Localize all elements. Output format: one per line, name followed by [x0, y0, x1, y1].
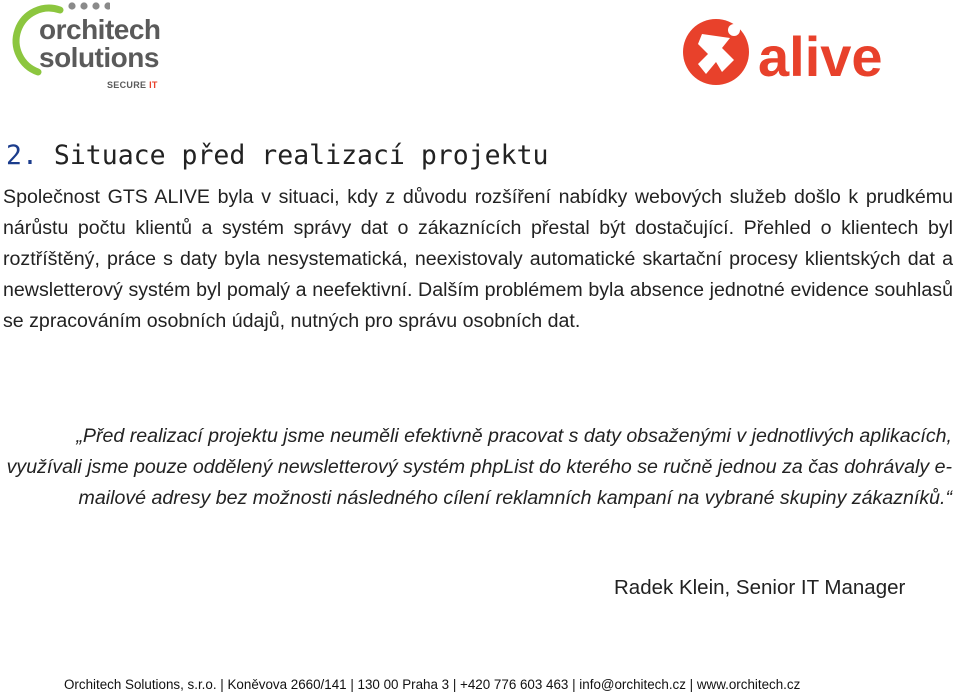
- logo-text-solutions: solutions: [39, 42, 159, 73]
- section-number: 2.: [6, 140, 38, 171]
- logo-text-orchitech: orchitech: [39, 14, 161, 45]
- situation-paragraph: Společnost GTS ALIVE byla v situaci, kdy z důvodu rozšíření nabídky webových služeb došlo k prudkému nárůstu počtu klientů a systém správy dat o zákaznících přestal být dostačující. Přehled o klientech byl roztříštěný, práce s daty byla nesystematická, neexistovaly automatické skartační procesy klientských dat a newsletterový systém byl pomalý a neefektivní. Dalším problémem byla absence jednotné evidence souhlasů se zpracováním osobních údajů, nutných pro správu osobních dat.: [3, 186, 953, 332]
- quote-attribution: Radek Klein, Senior IT Manager: [614, 576, 906, 599]
- section-heading: [6, 140, 548, 171]
- customer-quote: „Před realizací projektu jsme neuměli efektivně pracovat s daty obsaženými v jednotlivých aplikacích, využívali jsme pouze oddělený newsletterový systém phpList do kterého se ručně jednou za čas dohrávaly e-mailové adresy bez možnosti následného cílení reklamních kampaní na vybrané skupiny zákazníků.“: [6, 425, 952, 509]
- orchitech-logo: [0, 0, 200, 96]
- alive-logo-word: alive: [758, 25, 883, 88]
- page-footer: Orchitech Solutions, s.r.o. | Koněvova 2660/141 | 130 00 Praha 3 | +420 776 603 463 | info@orchitech.cz | www.orchitech.cz: [64, 677, 801, 692]
- section-title: Situace před realizací projektu: [53, 140, 549, 171]
- logo-tagline: SECURE IT: [107, 80, 158, 90]
- alive-logo: [676, 14, 896, 94]
- alive-logo-mark: [676, 14, 896, 94]
